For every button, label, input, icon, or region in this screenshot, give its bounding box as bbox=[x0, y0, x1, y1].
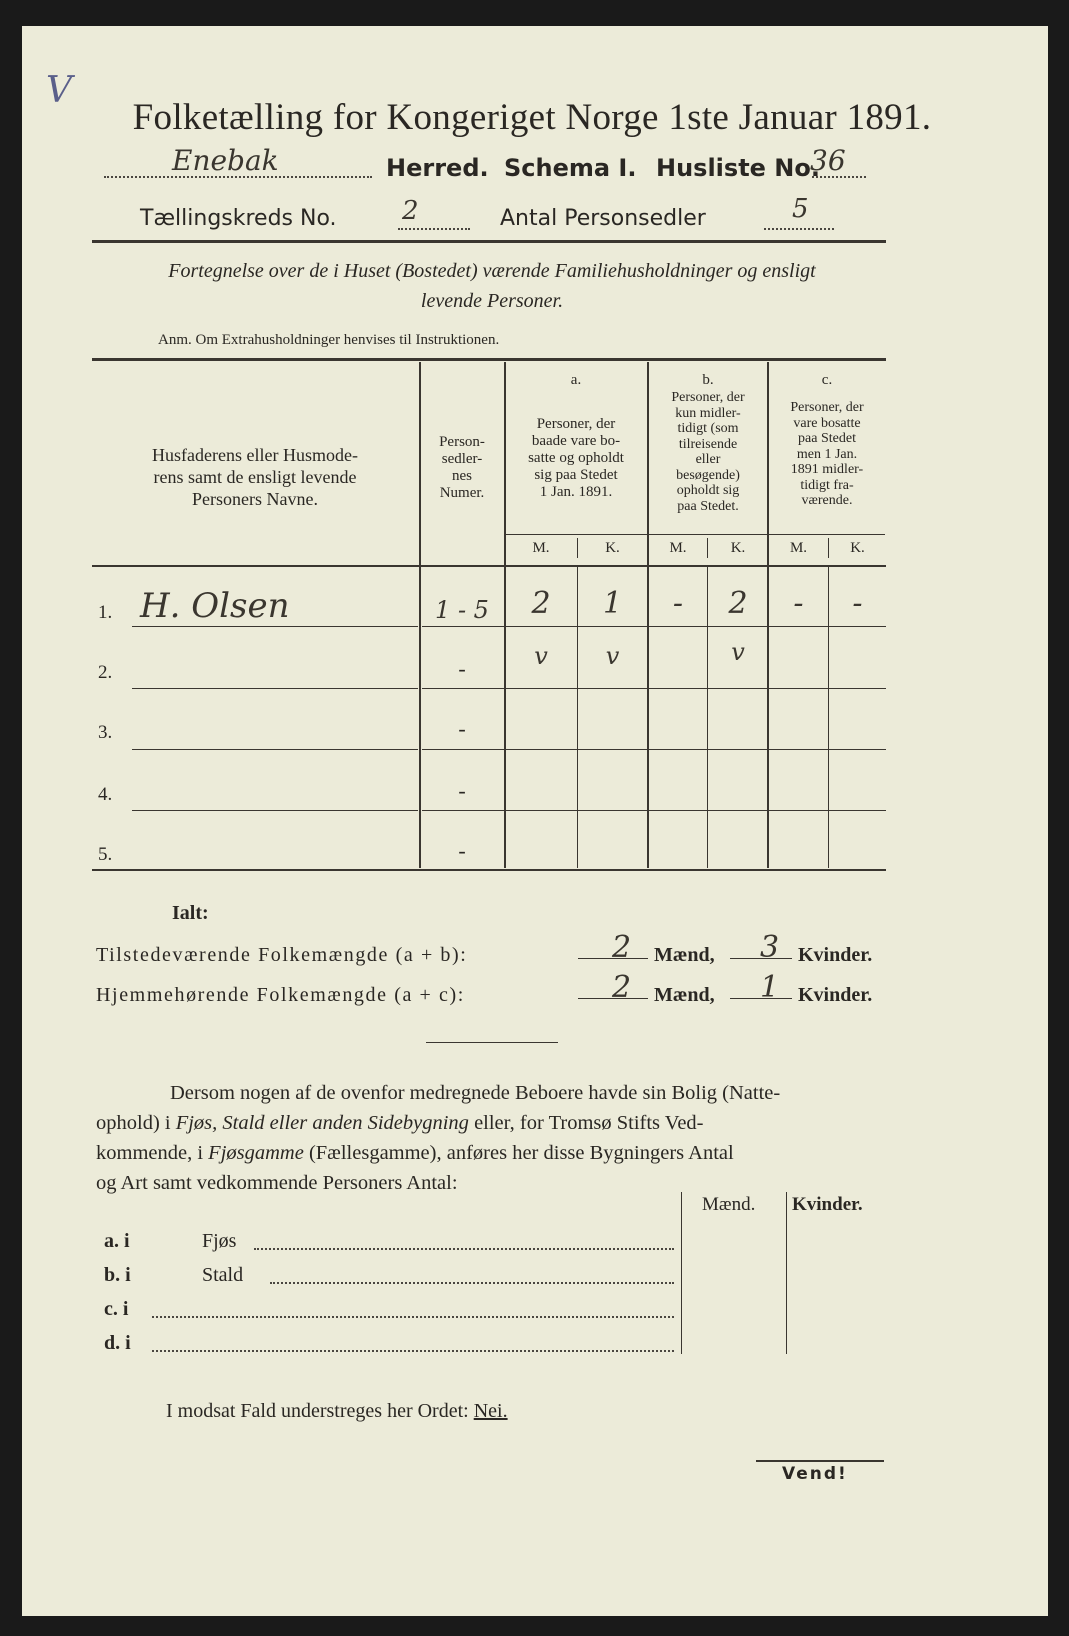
building-b-letter: b. i bbox=[104, 1264, 131, 1286]
krets-label: Tællingskreds No. bbox=[140, 206, 337, 231]
building-c-letter: c. i bbox=[104, 1298, 129, 1320]
row-1-number: 1. bbox=[98, 602, 113, 623]
anm-note: Anm. Om Extrahusholdninger henvises til Instruktionen. bbox=[158, 332, 500, 348]
c-k-header: K. bbox=[850, 540, 865, 556]
krets-value: 2 bbox=[402, 196, 419, 226]
row-1-b-m: - bbox=[672, 586, 684, 621]
subtitle-line-1: Fortegnelse over de i Huset (Bostedet) værende Familiehusholdninger og ensligt bbox=[168, 260, 816, 282]
col-name-header: Husfaderens eller Husmode- rens samt de ensligt levende Personers Navne. bbox=[152, 445, 358, 509]
schema-label: Schema I. bbox=[504, 154, 637, 182]
row-1-sedler: 1 - 5 bbox=[435, 596, 489, 624]
row-1-name: H. Olsen bbox=[140, 586, 290, 626]
b-m-header: M. bbox=[669, 540, 687, 556]
row-2-a-k: v bbox=[605, 642, 620, 670]
tilstede-kvinder-value: 3 bbox=[760, 930, 780, 965]
building-a-label: Fjøs bbox=[202, 1230, 237, 1252]
row-1-a-m: 2 bbox=[531, 586, 551, 621]
col-a-header: Personer, der baade vare bo- satte og opholdt sig paa Stedet 1 Jan. 1891. bbox=[528, 416, 624, 500]
tilstede-label: Tilstedeværende Folkemængde (a + b): bbox=[96, 944, 468, 966]
hjemme-kvinder-label: Kvinder. bbox=[798, 984, 873, 1006]
row-4-number: 4. bbox=[98, 784, 113, 805]
antal-label: Antal Personsedler bbox=[500, 206, 706, 231]
row-4-sedler: - bbox=[458, 778, 466, 803]
buildings-kvinder-header: Kvinder. bbox=[792, 1194, 863, 1215]
a-k-header: K. bbox=[605, 540, 620, 556]
hjemme-kvinder-value: 1 bbox=[760, 970, 780, 1005]
vend-label: Vend! bbox=[782, 1464, 848, 1484]
row-1-a-k: 1 bbox=[602, 586, 623, 621]
herred-value: Enebak bbox=[172, 144, 279, 177]
row-2-sedler: - bbox=[458, 656, 466, 681]
nei-word: Nei. bbox=[473, 1400, 508, 1422]
buildings-maend-header: Mænd. bbox=[702, 1194, 756, 1215]
building-b-label: Stald bbox=[202, 1264, 244, 1286]
row-5-number: 5. bbox=[98, 844, 113, 865]
ialt-label: Ialt: bbox=[172, 902, 209, 924]
tilstede-maend-value: 2 bbox=[612, 930, 632, 965]
margin-check-mark: V bbox=[46, 70, 72, 111]
col-b-letter: b. bbox=[702, 372, 714, 388]
form-title: Folketælling for Kongeriget Norge 1ste Januar 1891. bbox=[132, 97, 932, 138]
building-d-letter: d. i bbox=[104, 1332, 131, 1354]
col-c-letter: c. bbox=[821, 372, 833, 388]
hjemme-maend-value: 2 bbox=[612, 970, 632, 1005]
col-a-letter: a. bbox=[570, 372, 582, 388]
subtitle-line-2: levende Personer. bbox=[420, 290, 564, 312]
c-m-header: M. bbox=[789, 540, 808, 556]
husliste-value: 36 bbox=[810, 144, 846, 177]
a-m-header: M. bbox=[532, 540, 550, 556]
antal-value: 5 bbox=[792, 194, 809, 224]
tilstede-maend-label: Mænd, bbox=[654, 944, 715, 966]
row-2-a-m: v bbox=[534, 642, 548, 670]
hjemme-label: Hjemmehørende Folkemængde (a + c): bbox=[96, 984, 465, 1006]
b-k-header: K. bbox=[730, 540, 746, 556]
row-2-number: 2. bbox=[98, 662, 113, 683]
row-1-c-k: - bbox=[852, 586, 863, 621]
census-form-page bbox=[22, 26, 1048, 1616]
row-2-b-k: v bbox=[731, 638, 745, 666]
row-3-sedler: - bbox=[458, 716, 466, 741]
col-num-header: Person- sedler- nes Numer. bbox=[439, 434, 485, 501]
row-3-number: 3. bbox=[98, 722, 113, 743]
row-1-b-k: 2 bbox=[728, 586, 748, 621]
col-c-header: Personer, der vare bosatte paa Stedet men 1 Jan. 1891 midler- tidigt fra- værende. bbox=[790, 400, 864, 508]
col-b-header: Personer, der kun midler- tidigt (som tilreisende eller besøgende) opholdt sig paa Stedet. bbox=[671, 390, 745, 514]
husliste-label: Husliste No. bbox=[656, 154, 820, 182]
hjemme-maend-label: Mænd, bbox=[654, 984, 715, 1006]
buildings-paragraph: Dersom nogen af de ovenfor medregnede Beboere havde sin Bolig (Natte- ophold) i Fjøs, Stald eller anden Sidebygning eller, for Tromsø Stifts Ved- kommende, i Fjøsgamme (Fællesgamme), anføres her disse Bygningers Antal og Art samt vedkommende Personers Antal: bbox=[96, 1082, 781, 1194]
building-a-letter: a. i bbox=[104, 1230, 130, 1252]
tilstede-kvinder-label: Kvinder. bbox=[798, 944, 873, 966]
herred-label: Herred. bbox=[386, 154, 489, 182]
row-5-sedler: - bbox=[458, 838, 466, 863]
modsat-text: I modsat Fald understreges her Ordet: Nei. bbox=[166, 1400, 508, 1422]
row-1-c-m: - bbox=[793, 586, 804, 621]
